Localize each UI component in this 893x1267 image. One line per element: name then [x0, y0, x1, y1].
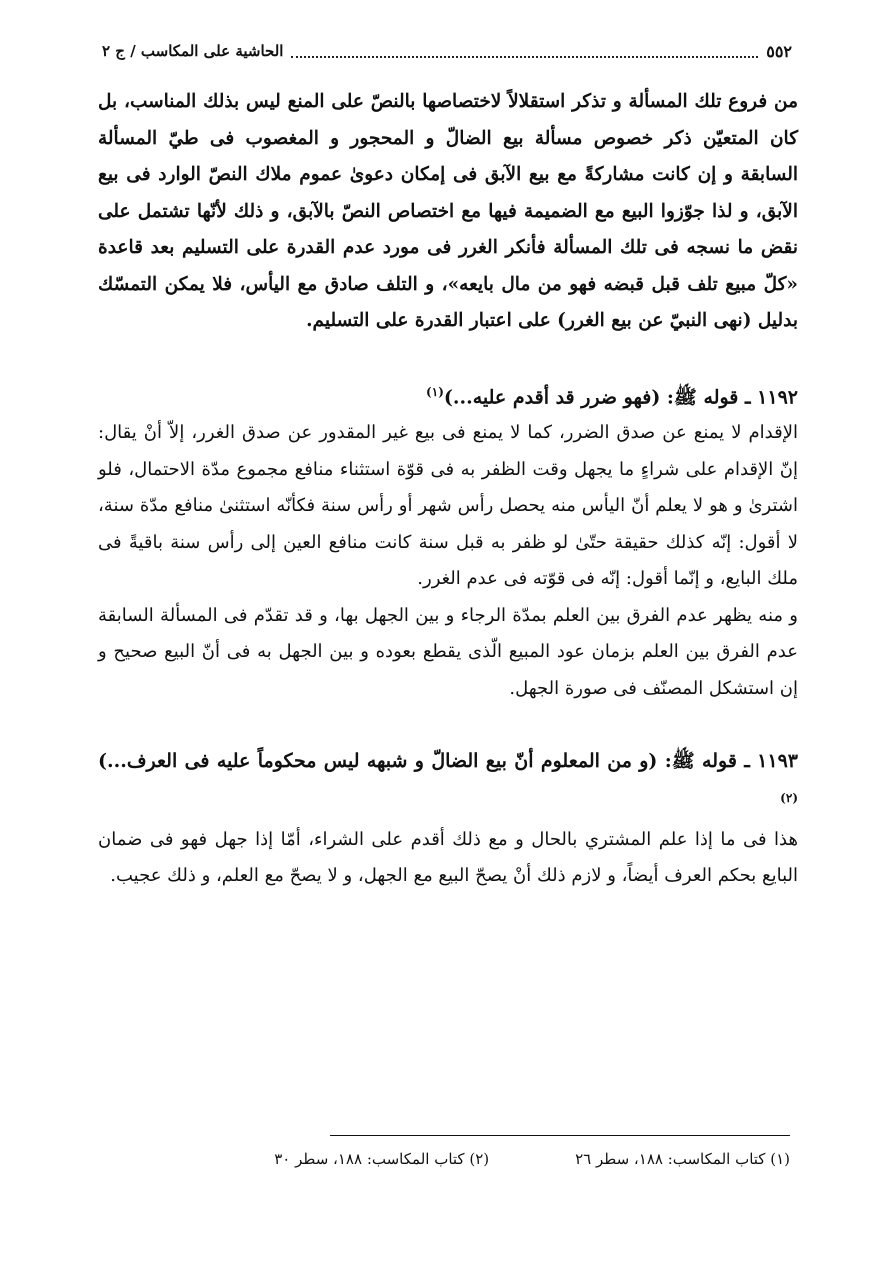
section-heading: [98, 374, 798, 416]
footnote-item: (٢) كتاب المكاسب: ١٨٨، سطر ٣٠: [274, 1150, 490, 1168]
heading-text: ١١٩٣ ـ قوله ﷺ: (و من المعلوم أنّ بيع الضالّ و شبهه ليس محكوماً عليه فى العرف...): [98, 750, 798, 773]
heading-text: ١١٩٢ ـ قوله ﷺ: (فهو ضرر قد أقدم عليه...): [443, 385, 798, 408]
footnote-divider: [330, 1135, 790, 1136]
section-heading: [98, 743, 798, 821]
page-header: [102, 36, 792, 66]
footnote-item: (١) كتاب المكاسب: ١٨٨، سطر ٢٦: [575, 1150, 790, 1168]
footnotes: [180, 1150, 790, 1176]
header-dot-leader: [291, 44, 758, 58]
page-number: ٥٥٢: [766, 41, 792, 61]
section-spacer: [98, 340, 798, 374]
section-spacer: [98, 707, 798, 743]
body-paragraph: هذا فى ما إذا علم المشتري بالحال و مع ذلك أقدم على الشراء، أمّا إذا جهل فهو فى ضمان البايع بحكم العرف أيضاً، و لازم ذلك أنْ يصحّ البيع مع الجهل، و لا يصحّ مع العلم، و ذلك عجيب.: [98, 828, 798, 887]
footnote-marker: (٢): [780, 790, 798, 805]
running-title: الحاشية على المكاسب / ج ٢: [102, 42, 284, 60]
footnote-marker: (١): [426, 384, 444, 399]
page-body: [98, 84, 798, 895]
body-paragraph: و منه يظهر عدم الفرق بين العلم بمدّة الرجاء و بين الجهل بها، و قد تقدّم فى المسألة السابقة عدم الفرق بين العلم بزمان عود المبيع الّذى يقطع بعوده و بين الجهل به فى أنّ البيع صحيح و إن استشكل المصنّف فى صورة الجهل.: [98, 604, 798, 699]
body-paragraph: من فروع تلك المسألة و تذكر استقلالاً لاختصاصها بالنصّ على المنع ليس بذلك المناسب، بل كان المتعيّن ذكر خصوص مسألة بيع الضالّ و المحجور و المغصوب فى طيّ المسألة السابقة و إن كانت مشاركةً مع بيع الآبق فى إمكان دعوىٰ عموم ملاك النصّ الوارد فى بيع الآبق، و لذا جوّزوا البيع مع الضميمة فيها مع اختصاص النصّ بالآبق، و ذلك لأنّها تشتمل على نقض ما نسجه فى تلك المسألة فأنكر الغرر فى مورد عدم القدرة على التسليم بعد قاعدة «كلّ مبيع تلف قبل قبضه فهو من مال بايعه»، و التلف صادق مع اليأس، فلا يمكن التمسّك بدليل (نهى النبيّ عن بيع الغرر) على اعتبار القدرة على التسليم.: [98, 91, 798, 331]
body-paragraph: الإقدام لا يمنع عن صدق الضرر، كما لا يمنع فى بيع غير المقدور عن صدق الغرر، إلاّ أنْ يقال: إنّ الإقدام على شراءٍ ما يجهل وقت الظفر به فى قوّة استثناء منافع مجموع مدّة الاحتمال، فلو اشترىٰ و هو لا يعلم أنّ اليأس منه يحصل رأس شهر أو رأس سنة فكأنّه استثنىٰ منافع مدّة سنة، لا أقول: إنّه كذلك حقيقة حتّىٰ لو ظفر به قبل سنة كانت منافع العين إلى رأس سنة باقيةً فى ملك البايع، و إنّما أقول: إنّه فى قوّته فى عدم الغرر.: [98, 422, 798, 590]
